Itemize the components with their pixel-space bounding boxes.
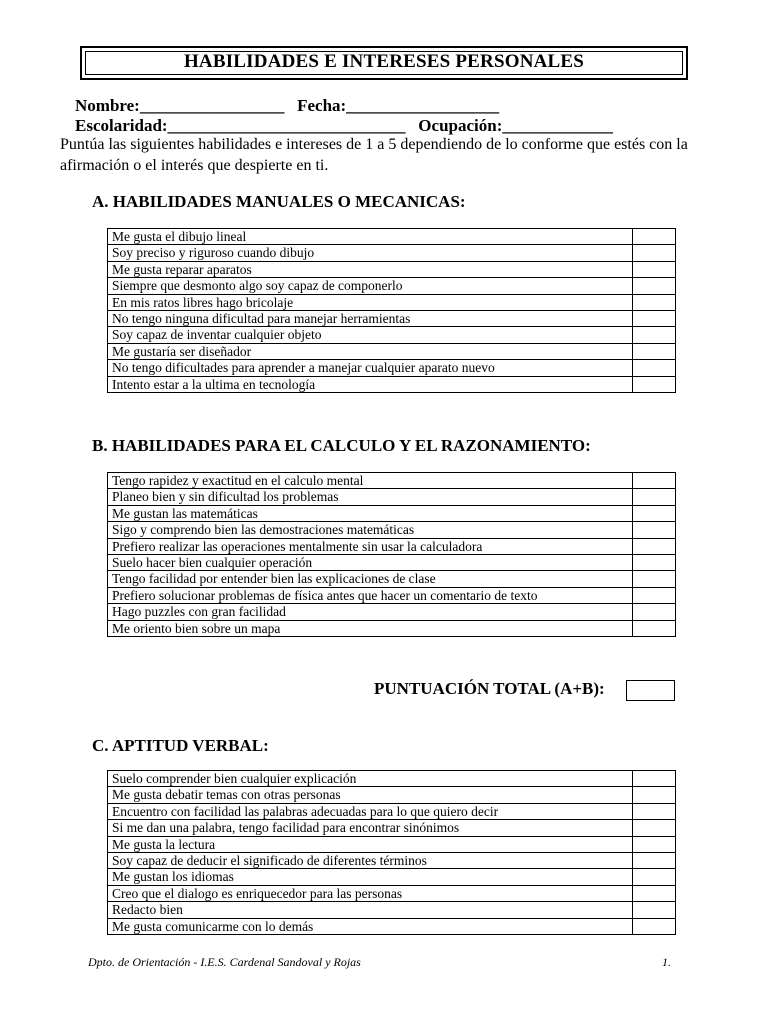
score-cell[interactable] [633, 229, 676, 245]
score-cell[interactable] [633, 604, 676, 620]
score-cell[interactable] [633, 902, 676, 918]
score-cell[interactable] [633, 522, 676, 538]
score-cell[interactable] [633, 538, 676, 554]
table-row [108, 869, 676, 885]
table-row [108, 473, 676, 489]
item-statement: Redacto bien [108, 902, 633, 918]
table-row [108, 360, 676, 376]
score-cell[interactable] [633, 771, 676, 787]
section-a-table [107, 228, 676, 393]
table-row [108, 294, 676, 310]
table-row [108, 522, 676, 538]
schooling-occupation-fields[interactable]: Escolaridad:____________________________ Ocupación:_____________ [75, 116, 613, 135]
table-row [108, 836, 676, 852]
item-statement: Intento estar a la ultima en tecnología [108, 376, 633, 392]
score-cell[interactable] [633, 343, 676, 359]
item-statement: Hago puzzles con gran facilidad [108, 604, 633, 620]
table-row [108, 376, 676, 392]
section-b-title: B. HABILIDADES PARA EL CALCULO Y EL RAZONAMIENTO: [92, 436, 591, 455]
item-statement: Soy capaz de deducir el significado de diferentes términos [108, 853, 633, 869]
score-cell[interactable] [633, 360, 676, 376]
table-row [108, 505, 676, 521]
item-statement: Prefiero solucionar problemas de física antes que hacer un comentario de texto [108, 587, 633, 603]
score-cell[interactable] [633, 853, 676, 869]
score-cell[interactable] [633, 836, 676, 852]
table-row [108, 787, 676, 803]
footer-page-number: 1. [662, 955, 671, 969]
item-statement: No tengo ninguna dificultad para manejar herramientas [108, 311, 633, 327]
item-statement: No tengo dificultades para aprender a manejar cualquier aparato nuevo [108, 360, 633, 376]
item-statement: Me oriento bien sobre un mapa [108, 620, 633, 636]
table-row [108, 771, 676, 787]
section-c-table [107, 770, 676, 935]
score-cell[interactable] [633, 505, 676, 521]
item-statement: Soy capaz de inventar cualquier objeto [108, 327, 633, 343]
footer-department: Dpto. de Orientación - I.E.S. Cardenal Sandoval y Rojas [88, 955, 361, 969]
score-cell[interactable] [633, 620, 676, 636]
item-statement: Prefiero realizar las operaciones mentalmente sin usar la calculadora [108, 538, 633, 554]
score-cell[interactable] [633, 278, 676, 294]
score-cell[interactable] [633, 245, 676, 261]
score-cell[interactable] [633, 294, 676, 310]
score-cell[interactable] [633, 803, 676, 819]
section-b-table [107, 472, 676, 637]
table-row [108, 885, 676, 901]
item-statement: Tengo rapidez y exactitud en el calculo mental [108, 473, 633, 489]
table-row [108, 555, 676, 571]
score-cell[interactable] [633, 489, 676, 505]
item-statement: Me gusta reparar aparatos [108, 261, 633, 277]
item-statement: Me gustan las matemáticas [108, 505, 633, 521]
name-date-fields[interactable]: Nombre:_________________ Fecha:__________________ [75, 96, 500, 115]
score-cell[interactable] [633, 327, 676, 343]
item-statement: Me gusta la lectura [108, 836, 633, 852]
table-row [108, 820, 676, 836]
score-cell[interactable] [633, 587, 676, 603]
item-statement: Me gusta comunicarme con lo demás [108, 918, 633, 934]
score-cell[interactable] [633, 571, 676, 587]
table-row [108, 571, 676, 587]
item-statement: Tengo facilidad por entender bien las explicaciones de clase [108, 571, 633, 587]
section-a-title: A. HABILIDADES MANUALES O MECANICAS: [92, 192, 466, 211]
score-cell[interactable] [633, 918, 676, 934]
item-statement: Me gusta el dibujo lineal [108, 229, 633, 245]
table-row [108, 245, 676, 261]
item-statement: Creo que el dialogo es enriquecedor para las personas [108, 885, 633, 901]
table-row [108, 918, 676, 934]
section-c-title: C. APTITUD VERBAL: [92, 736, 269, 755]
score-cell[interactable] [633, 555, 676, 571]
table-row [108, 538, 676, 554]
score-cell[interactable] [633, 261, 676, 277]
item-statement: En mis ratos libres hago bricolaje [108, 294, 633, 310]
table-row [108, 902, 676, 918]
table-row [108, 343, 676, 359]
item-statement: Encuentro con facilidad las palabras adecuadas para lo que quiero decir [108, 803, 633, 819]
item-statement: Sigo y comprendo bien las demostraciones matemáticas [108, 522, 633, 538]
score-cell[interactable] [633, 820, 676, 836]
table-row [108, 803, 676, 819]
item-statement: Soy preciso y riguroso cuando dibujo [108, 245, 633, 261]
table-row [108, 229, 676, 245]
score-cell[interactable] [633, 869, 676, 885]
table-row [108, 311, 676, 327]
item-statement: Suelo hacer bien cualquier operación [108, 555, 633, 571]
page-title: HABILIDADES E INTERESES PERSONALES [183, 51, 585, 72]
table-row [108, 489, 676, 505]
title-box [80, 46, 688, 80]
item-statement: Suelo comprender bien cualquier explicación [108, 771, 633, 787]
score-cell[interactable] [633, 376, 676, 392]
item-statement: Me gustan los idiomas [108, 869, 633, 885]
item-statement: Siempre que desmonto algo soy capaz de componerlo [108, 278, 633, 294]
score-cell[interactable] [633, 473, 676, 489]
table-row [108, 604, 676, 620]
item-statement: Me gusta debatir temas con otras personas [108, 787, 633, 803]
item-statement: Si me dan una palabra, tengo facilidad para encontrar sinónimos [108, 820, 633, 836]
total-score-box[interactable] [626, 680, 675, 701]
table-row [108, 261, 676, 277]
table-row [108, 620, 676, 636]
score-cell[interactable] [633, 311, 676, 327]
score-cell[interactable] [633, 787, 676, 803]
item-statement: Planeo bien y sin dificultad los problemas [108, 489, 633, 505]
item-statement: Me gustaría ser diseñador [108, 343, 633, 359]
table-row [108, 327, 676, 343]
table-row [108, 853, 676, 869]
total-score-label: PUNTUACIÓN TOTAL (A+B): [374, 679, 605, 698]
table-row [108, 587, 676, 603]
instructions: Puntúa las siguientes habilidades e intereses de 1 a 5 dependiendo de lo conforme que estés con la afirmación o el interés que despierte en ti. [60, 136, 688, 174]
table-row [108, 278, 676, 294]
score-cell[interactable] [633, 885, 676, 901]
